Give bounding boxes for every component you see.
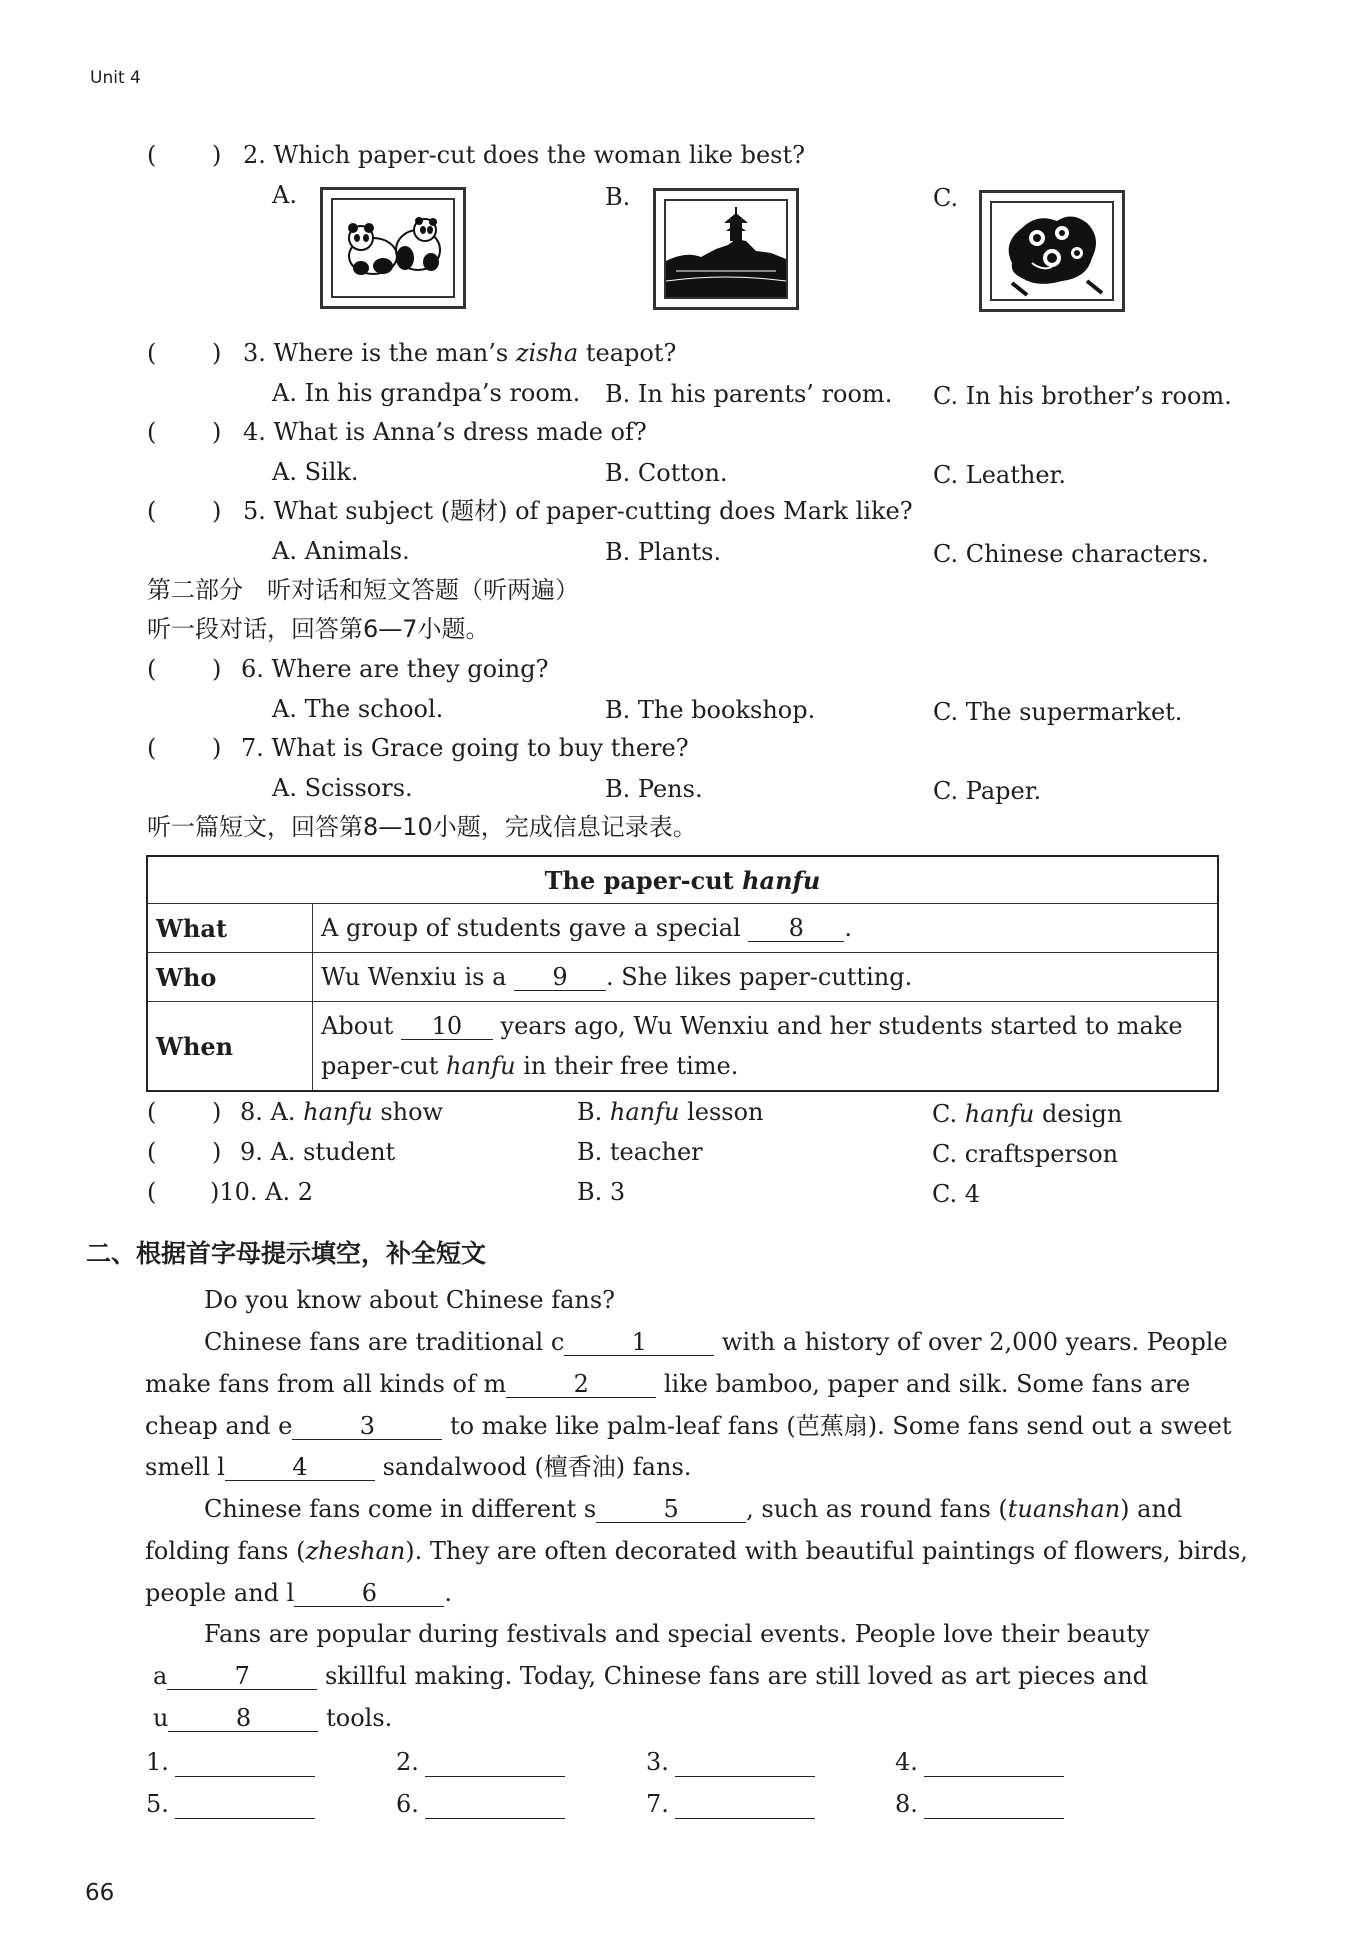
table-value-what: A group of students gave a special 8 . — [313, 904, 1219, 953]
table-row — [147, 904, 1218, 953]
table-value-when: About 10 years ago, Wu Wenxiu and her students started to make paper-cut hanfu in their free time. — [313, 1002, 1219, 1092]
q9-option-c: C. craftsperson — [932, 1140, 1119, 1168]
table-value-who: Wu Wenxiu is a 9 . She likes paper-cutting. — [313, 953, 1219, 1002]
q5-option-b: B. Plants. — [605, 538, 722, 566]
passage-line: u 8 tools. — [153, 1704, 393, 1732]
answer-paren-close: ) — [212, 497, 222, 525]
section2-title: 二、根据首字母提示填空，补全短文 — [86, 1239, 487, 1268]
q7-option-b: B. Pens. — [605, 775, 703, 803]
q2-option-a-label: A. — [272, 181, 297, 209]
q2-option-c-label: C. — [933, 184, 959, 212]
answer-paren-close: ) — [212, 141, 222, 169]
flower-icon — [992, 203, 1112, 299]
q4-option-b: B. Cotton. — [605, 459, 728, 487]
table-key-who: Who — [147, 953, 313, 1002]
page-number: 66 — [85, 1880, 115, 1906]
q9-option-b: B. teacher — [577, 1138, 703, 1166]
q8-option-a: 8. A. hanfu show — [240, 1098, 444, 1126]
answer-line-2[interactable]: 2. — [396, 1747, 565, 1777]
passage-line: make fans from all kinds of m 2 like bamboo, paper and silk. Some fans are — [145, 1370, 1191, 1398]
answer-line-3[interactable]: 3. — [646, 1747, 815, 1777]
pavilion-icon — [666, 201, 786, 297]
answer-paren-open[interactable]: ( — [147, 497, 157, 525]
q5-option-a: A. Animals. — [272, 537, 410, 565]
q4-option-c: C. Leather. — [933, 461, 1066, 489]
passage-line: smell l 4 sandalwood (檀香油) fans. — [145, 1453, 692, 1481]
q5-option-c: C. Chinese characters. — [933, 540, 1209, 568]
answer-paren-open[interactable]: ( — [147, 1178, 157, 1206]
q7-stem: 7. What is Grace going to buy there? — [241, 734, 689, 762]
answer-paren-open[interactable]: ( — [147, 339, 157, 367]
answer-line-4[interactable]: 4. — [895, 1747, 1064, 1777]
q7-option-a: A. Scissors. — [272, 774, 413, 802]
answer-line-8[interactable]: 8. — [895, 1789, 1064, 1819]
passage-line: folding fans (zheshan). They are often decorated with beautiful paintings of flowers, birds, — [145, 1537, 1248, 1565]
q3-option-b: B. In his parents’ room. — [605, 380, 893, 408]
answer-paren-close: ) — [212, 339, 222, 367]
q3-stem: 3. Where is the man’s zisha teapot? — [243, 339, 677, 367]
table-title: The paper-cut hanfu — [147, 856, 1218, 904]
passage-line: Fans are popular during festivals and special events. People love their beauty — [204, 1620, 1150, 1648]
answer-paren-open[interactable]: ( — [147, 1098, 157, 1126]
answer-paren-open[interactable]: ( — [147, 141, 157, 169]
q10-option-b: B. 3 — [577, 1178, 626, 1206]
passage-blank-1[interactable]: 1 — [564, 1329, 714, 1356]
blank-8[interactable]: 8 — [748, 915, 844, 942]
answer-paren-open[interactable]: ( — [147, 418, 157, 446]
passage-blank-4[interactable]: 4 — [225, 1454, 375, 1481]
passage-line: Chinese fans come in different s 5 , such as round fans (tuanshan) and — [204, 1495, 1183, 1523]
q8-option-c: C. hanfu design — [932, 1100, 1123, 1128]
passage-blank-8[interactable]: 8 — [168, 1705, 318, 1732]
passage-blank-2[interactable]: 2 — [506, 1371, 656, 1398]
part2-instruction-8-10: 听一篇短文，回答第8—10小题，完成信息记录表。 — [147, 813, 697, 841]
answer-paren-open[interactable]: ( — [147, 1138, 157, 1166]
q5-stem: 5. What subject (题材) of paper-cutting does Mark like? — [243, 497, 913, 525]
q4-stem: 4. What is Anna’s dress made of? — [243, 418, 647, 446]
passage-line: Chinese fans are traditional c 1 with a history of over 2,000 years. People — [204, 1328, 1228, 1356]
pavilion-papercut-image[interactable] — [653, 188, 799, 310]
q10-option-c: C. 4 — [932, 1180, 981, 1208]
info-record-table — [146, 855, 1219, 1092]
q7-option-c: C. Paper. — [933, 777, 1042, 805]
answer-paren-open[interactable]: ( — [147, 734, 157, 762]
unit-header: Unit 4 — [90, 68, 141, 88]
q6-stem: 6. Where are they going? — [241, 655, 549, 683]
q2-stem: 2. Which paper-cut does the woman like best? — [243, 141, 806, 169]
answer-paren-close: ) — [212, 734, 222, 762]
part2-title: 第二部分 听对话和短文答题（听两遍） — [147, 576, 579, 604]
answer-paren-open[interactable]: ( — [147, 655, 157, 683]
answer-paren-close: ) — [212, 1138, 222, 1166]
passage-intro: Do you know about Chinese fans? — [204, 1286, 616, 1314]
passage-line: people and l 6 . — [145, 1579, 452, 1607]
panda-papercut-image[interactable] — [320, 187, 466, 309]
table-row — [147, 953, 1218, 1002]
passage-blank-3[interactable]: 3 — [292, 1413, 442, 1440]
q3-option-a: A. In his grandpa’s room. — [272, 379, 581, 407]
panda-icon — [333, 200, 453, 296]
blank-10[interactable]: 10 — [401, 1013, 493, 1040]
answer-paren-close: ) — [212, 418, 222, 446]
passage-blank-6[interactable]: 6 — [294, 1580, 444, 1607]
answer-line-5[interactable]: 5. — [146, 1789, 315, 1819]
q3-option-c: C. In his brother’s room. — [933, 382, 1232, 410]
q4-option-a: A. Silk. — [272, 458, 359, 486]
passage-blank-5[interactable]: 5 — [596, 1496, 746, 1523]
table-key-when: When — [147, 1002, 313, 1092]
q8-option-b: B. hanfu lesson — [577, 1098, 764, 1126]
q2-option-b-label: B. — [605, 183, 631, 211]
answer-line-7[interactable]: 7. — [646, 1789, 815, 1819]
part2-instruction-6-7: 听一段对话，回答第6—7小题。 — [147, 615, 490, 643]
q6-option-a: A. The school. — [272, 695, 444, 723]
flower-papercut-image[interactable] — [979, 190, 1125, 312]
answer-line-1[interactable]: 1. — [146, 1747, 315, 1777]
q6-option-b: B. The bookshop. — [605, 696, 816, 724]
q6-option-c: C. The supermarket. — [933, 698, 1183, 726]
passage-line: cheap and e 3 to make like palm-leaf fans (芭蕉扇). Some fans send out a sweet — [145, 1412, 1232, 1440]
passage-line: a 7 skillful making. Today, Chinese fans are still loved as art pieces and — [153, 1662, 1149, 1690]
table-row — [147, 1002, 1218, 1092]
answer-line-6[interactable]: 6. — [396, 1789, 565, 1819]
answer-paren-close: ) — [212, 655, 222, 683]
answer-paren-close: ) — [212, 1098, 222, 1126]
q9-option-a: 9. A. student — [240, 1138, 396, 1166]
passage-blank-7[interactable]: 7 — [167, 1663, 317, 1690]
q10-option-a: )10. A. 2 — [210, 1178, 314, 1206]
blank-9[interactable]: 9 — [514, 964, 606, 991]
table-key-what: What — [147, 904, 313, 953]
